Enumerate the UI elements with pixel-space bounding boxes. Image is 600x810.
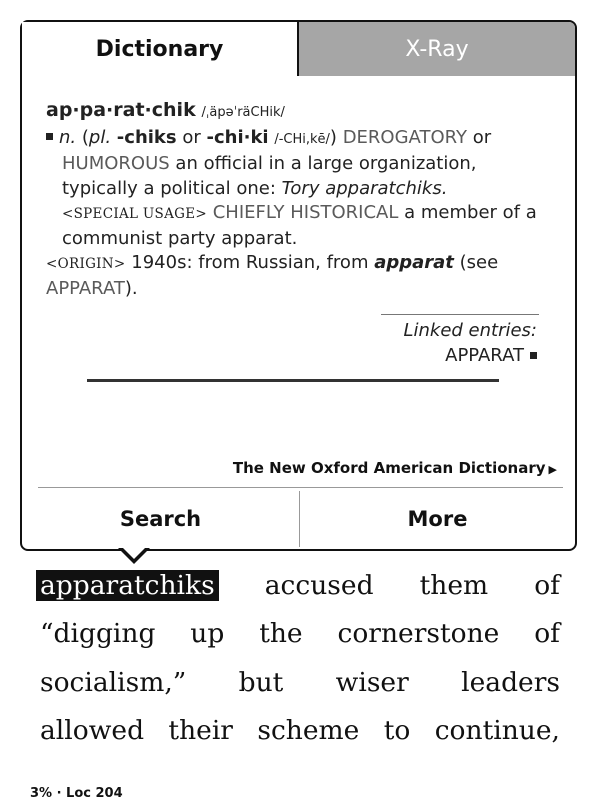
linked-entries-divider [381, 314, 539, 315]
book-word: to [383, 715, 411, 747]
special-definition: a member of a [404, 202, 537, 223]
play-arrow-icon: ▶ [548, 463, 557, 476]
dictionary-source-label: The New Oxford American Dictionary [232, 459, 546, 477]
special-usage-line [46, 227, 556, 252]
plural-form-1: -chiks [116, 126, 177, 148]
highlighted-word[interactable]: apparatchiks [36, 570, 219, 601]
book-word: of [534, 569, 560, 601]
tab-dictionary[interactable]: Dictionary [22, 22, 299, 76]
register-label-derogatory: DEROGATORY [342, 126, 467, 148]
book-word: socialism,” [40, 666, 187, 698]
pronunciation: /ˌäpəˈräCHik/ [201, 105, 285, 120]
dictionary-popup [20, 20, 577, 551]
book-word: allowed [40, 715, 145, 747]
linked-entries [403, 318, 537, 368]
origin-see: (see [459, 252, 499, 273]
linked-entry-apparat[interactable] [403, 343, 537, 368]
book-word: scheme [257, 715, 360, 747]
dictionary-entry [46, 98, 556, 301]
origin-tag: <ORIGIN> [46, 256, 126, 272]
book-word: of [534, 618, 560, 650]
special-usage-tag: <SPECIAL USAGE> [62, 206, 207, 222]
popup-pointer-fill [121, 546, 147, 559]
definition-line [46, 152, 556, 177]
origin-line [46, 277, 556, 302]
search-button[interactable]: Search [22, 491, 300, 547]
book-word: their [168, 715, 233, 747]
book-word: continue, [434, 715, 560, 747]
book-line [40, 561, 560, 610]
plural-label: pl. [88, 126, 112, 148]
entry-headline [46, 98, 556, 126]
special-definition: communist party apparat. [62, 227, 298, 249]
plural-pronunciation: /-CHi,kē/ [274, 131, 330, 147]
special-usage-line [46, 201, 556, 227]
origin-line [46, 251, 556, 277]
entry-sense [46, 126, 556, 153]
link-square-icon [530, 352, 537, 359]
paren-open: ( [81, 126, 89, 148]
paren-close: ) [329, 126, 337, 148]
definition-line [46, 177, 556, 202]
book-word: the [259, 618, 303, 650]
book-word: leaders [461, 666, 560, 698]
definition-text: typically a political one: [62, 177, 276, 199]
origin-word: apparat [374, 252, 454, 273]
origin-text: 1940s: from Russian, from [131, 252, 369, 273]
example-text: Tory apparatchiks. [281, 177, 448, 199]
button-divider [38, 487, 563, 488]
book-word: accused [264, 569, 374, 601]
origin-reference-link[interactable]: APPARAT [46, 277, 125, 299]
or-text: or [472, 126, 492, 148]
bullet-square-icon [46, 133, 53, 140]
book-word: them [419, 569, 489, 601]
linked-entry-label: APPARAT [445, 345, 524, 366]
origin-end: ). [124, 277, 138, 299]
part-of-speech: n. [59, 126, 77, 148]
dictionary-source-link[interactable] [233, 459, 557, 477]
linked-entries-label: Linked entries: [403, 320, 537, 341]
book-text [40, 561, 560, 755]
book-line [40, 707, 560, 756]
book-word: up [190, 618, 225, 650]
book-line [40, 658, 560, 707]
more-button[interactable]: More [407, 507, 468, 531]
special-usage-label: CHIEFLY HISTORICAL [212, 202, 399, 223]
or-text: or [182, 126, 201, 148]
plural-form-2: -chi·ki [206, 126, 269, 148]
book-word: cornerstone [337, 618, 500, 650]
tab-xray[interactable]: X-Ray [299, 22, 575, 76]
headword: ap·pa·rat·chik [46, 99, 196, 121]
register-label-humorous: HUMOROUS [62, 153, 170, 174]
reading-location: 3% · Loc 204 [30, 786, 123, 801]
book-line [40, 610, 560, 659]
scroll-divider [87, 379, 499, 382]
book-word: wiser [335, 666, 409, 698]
definition-text: an official in a large organization, [175, 153, 477, 174]
book-word: “digging [40, 618, 156, 650]
book-word: but [238, 666, 284, 698]
